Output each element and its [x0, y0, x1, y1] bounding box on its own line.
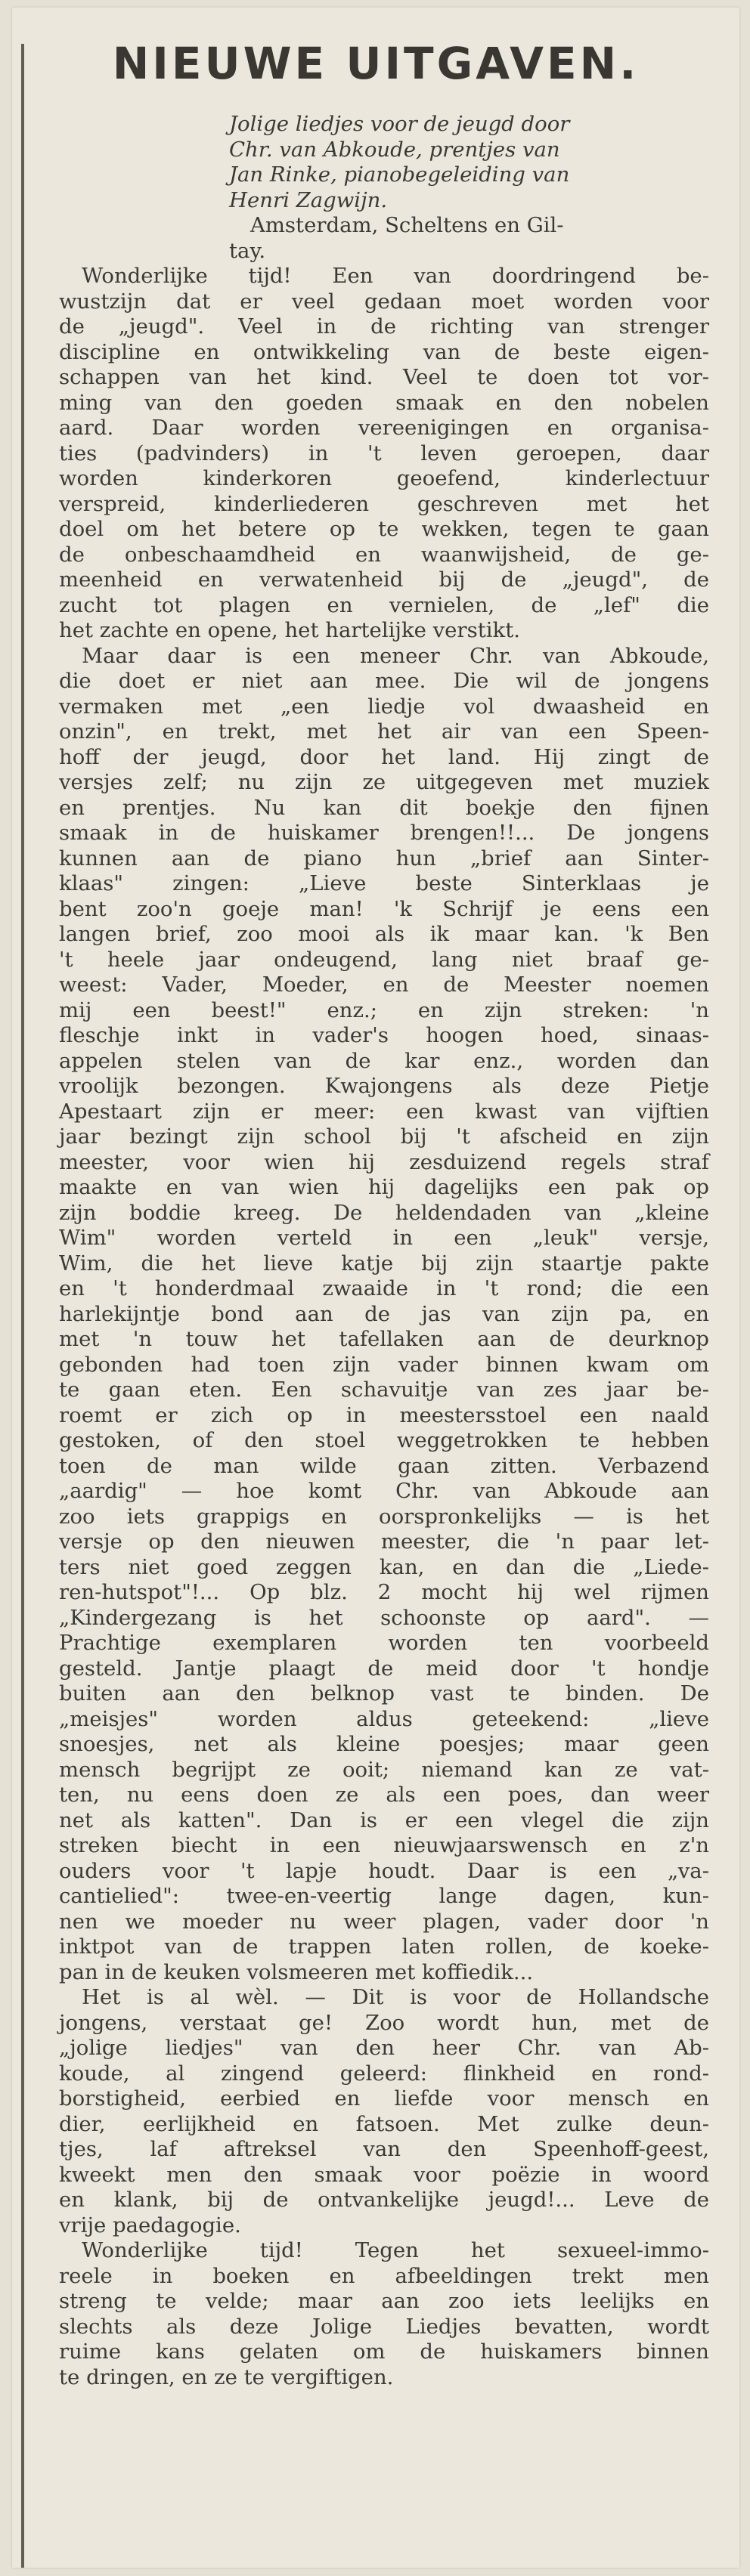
- text-line: hoff der jeugd, door het land. Hij zingt de: [59, 744, 709, 769]
- text-line: Wonderlijke tijd! Een van doordringend be-: [82, 264, 709, 288]
- text-line: aard. Daar worden vereenigingen en organisa-: [59, 416, 709, 440]
- text-line: „meisjes" worden aldus geteekend: „lieve: [59, 1706, 709, 1731]
- text-line: inktpot van de trappen laten rollen, de koeke-: [59, 1934, 709, 1959]
- text-line: mij een beest!" enz.; en zijn streken: 'n: [59, 997, 709, 1022]
- text-line: met 'n touw het tafellaken aan de deurknop: [59, 1327, 709, 1351]
- text-line: snoesjes, net als kleine poesjes; maar geen: [59, 1732, 709, 1756]
- text-line: toen de man wilde gaan zitten. Verbazend: [59, 1453, 709, 1478]
- text-line: „aardig" — hoe komt Chr. van Abkoude aan: [59, 1479, 709, 1503]
- book-reference-line: Jan Rinke, pianobegeleiding van: [229, 162, 570, 187]
- text-line: jongens, verstaat ge! Zoo wordt hun, met de: [59, 2010, 709, 2035]
- text-line: koude, al zingend geleerd: flinkheid en rond-: [59, 2061, 709, 2086]
- text-line: streken biecht in een nieuwjaarswensch en z'n: [59, 1833, 709, 1857]
- text-line: gestoken, of den stoel weggetrokken te hebben: [59, 1428, 709, 1452]
- text-line: „Kindergezang is het schoonste op aard". —: [59, 1605, 709, 1630]
- text-line: klaas" zingen: „Lieve beste Sinterklaas je: [59, 871, 709, 895]
- book-reference-line: Chr. van Abkoude, prentjes van: [229, 137, 560, 162]
- text-line: slechts als deze Jolige Liedjes bevatten, wordt: [59, 2314, 709, 2339]
- article-paragraphs: [59, 264, 709, 2390]
- text-line: jaar bezingt zijn school bij 't afscheid en zijn: [59, 1124, 709, 1149]
- text-line: weest: Vader, Moeder, en de Meester noemen: [59, 973, 709, 997]
- text-line: net als katten". Dan is er een vlegel die zijn: [59, 1808, 709, 1832]
- text-line: meenheid en verwatenheid bij de „jeugd", de: [59, 567, 709, 592]
- text-line: ten, nu eens doen ze als een poes, dan weer: [59, 1783, 709, 1807]
- text-line: zijn boddie kreeg. De heldendaden van „kleine: [59, 1200, 709, 1225]
- text-line: verspreid, kinderliederen geschreven met het: [59, 491, 709, 516]
- text-line: die doet er niet aan mee. Die wil de jongens: [59, 669, 709, 693]
- text-line: langen brief, zoo mooi als ik maar kan. 'k Ben: [59, 922, 709, 946]
- text-line: mensch begrijpt ze ooit; niemand kan ze vat-: [59, 1757, 709, 1782]
- text-line: buiten aan den belknop vast te binden. De: [59, 1681, 709, 1705]
- text-line: fleschje inkt in vader's hoogen hoed, sinaas-: [59, 1023, 709, 1047]
- text-line: zoo iets grappigs en oorspronkelijks — is het: [59, 1504, 709, 1529]
- text-line: nen we moeder nu weer plagen, vader door 'n: [59, 1909, 709, 1934]
- text-line: het zachte en opene, het hartelijke verstikt.: [59, 618, 520, 642]
- text-line: en prentjes. Nu kan dit boekje den fijnen: [59, 795, 709, 820]
- article-paragraph: [59, 2238, 709, 2390]
- text-line: kweekt men den smaak voor poëzie in woord: [59, 2162, 709, 2187]
- text-line: vroolijk bezongen. Kwajongens als deze Pietje: [59, 1074, 709, 1098]
- text-line: „jolige liedjes" van den heer Chr. van Ab-: [59, 2036, 709, 2060]
- text-line: onzin", en trekt, met het air van een Speen-: [59, 719, 709, 744]
- text-line: meester, voor wien hij zesduizend regels straf: [59, 1149, 709, 1174]
- text-line: streng te velde; maar aan zoo iets leelijks en: [59, 2289, 709, 2313]
- text-line: vrije paedagogie.: [59, 2213, 241, 2237]
- text-line: discipline en ontwikkeling van de beste eigen-: [59, 339, 709, 364]
- article-body: [59, 112, 709, 2390]
- text-line: harlekijntje bond aan de jas van zijn pa, en: [59, 1301, 709, 1326]
- text-line: ren-hutspot"!... Op blz. 2 mocht hij wel rijmen: [59, 1580, 709, 1604]
- text-line: versjes zelf; nu zijn ze uitgegeven met muziek: [59, 770, 709, 794]
- text-line: de onbeschaamdheid en waanwijsheid, de ge-: [59, 542, 709, 567]
- text-line: te dringen, en ze te vergiftigen.: [59, 2364, 394, 2389]
- text-line: Maar daar is een meneer Chr. van Abkoude,: [82, 643, 709, 668]
- text-line: Het is al wèl. — Dit is voor de Hollandsche: [82, 1985, 709, 2009]
- book-reference-line: Henri Zagwijn.: [229, 187, 388, 212]
- text-line: 't heele jaar ondeugend, lang niet braaf ge-: [59, 947, 709, 972]
- text-line: te gaan eten. Een schavuitje van zes jaar be-: [59, 1378, 709, 1402]
- text-line: ties (padvinders) in 't leven geroepen, daar: [59, 441, 709, 465]
- text-line: ouders voor 't lapje houdt. Daar is een „va-: [59, 1858, 709, 1883]
- text-line: Wim" worden verteld in een „leuk" versje,: [59, 1226, 709, 1250]
- text-line: kunnen aan de piano hun „brief aan Sinter-: [59, 846, 709, 871]
- text-line: Apestaart zijn er meer: een kwast van vijftien: [59, 1099, 709, 1124]
- text-line: Wonderlijke tijd! Tegen het sexueel-immo-: [82, 2238, 709, 2262]
- text-line: worden kinderkoren geoefend, kinderlectuur: [59, 466, 709, 490]
- book-reference-line: Amsterdam, Scheltens en Gil-: [250, 213, 564, 237]
- text-line: doel om het betere op te wekken, tegen te gaan: [59, 517, 709, 541]
- text-line: Wim, die het lieve katje bij zijn staartje pakte: [59, 1251, 709, 1276]
- text-line: versje op den nieuwen meester, die 'n paar let-: [59, 1529, 709, 1554]
- text-line: en 't honderdmaal zwaaide in 't rond; die een: [59, 1276, 709, 1300]
- text-line: appelen stelen van de kar enz., worden dan: [59, 1048, 709, 1073]
- article-paragraph: [59, 264, 709, 644]
- text-line: reele in boeken en afbeeldingen trekt men: [59, 2263, 709, 2288]
- text-line: smaak in de huiskamer brengen!!... De jongens: [59, 821, 709, 845]
- article-paragraph: [59, 644, 709, 1986]
- text-line: zucht tot plagen en vernielen, de „lef" die: [59, 592, 709, 617]
- article-paragraph: [59, 1985, 709, 2238]
- text-line: cantielied": twee-en-veertig lange dagen, kun-: [59, 1884, 709, 1908]
- text-line: ters niet goed zeggen kan, en dan die „Liede-: [59, 1554, 709, 1579]
- text-line: borstigheid, eerbied en liefde voor mensch en: [59, 2086, 709, 2111]
- section-heading: NIEUWE UITGAVEN.: [112, 38, 640, 89]
- book-reference-line: tay.: [229, 238, 266, 263]
- book-reference-line: Jolige liedjes voor de jeugd door: [229, 112, 570, 136]
- text-line: wustzijn dat er veel gedaan moet worden voor: [59, 289, 709, 314]
- text-line: gesteld. Jantje plaagt de meid door 't hondje: [59, 1656, 709, 1681]
- text-line: maakte en van wien hij dagelijks een pak op: [59, 1175, 709, 1199]
- text-line: de „jeugd". Veel in de richting van strenger: [59, 314, 709, 339]
- text-line: Prachtige exemplaren worden ten voorbeeld: [59, 1631, 709, 1655]
- text-line: en klank, bij de ontvankelijke jeugd!... Leve de: [59, 2188, 709, 2212]
- text-line: ming van den goeden smaak en den nobelen: [59, 390, 709, 415]
- newspaper-clipping: [12, 8, 739, 2568]
- text-line: bent zoo'n goeje man! 'k Schrijf je eens een: [59, 896, 709, 921]
- column-rule: [21, 44, 24, 2568]
- text-line: ruime kans gelaten om de huiskamers binnen: [59, 2339, 709, 2364]
- text-line: dier, eerlijkheid en fatsoen. Met zulke deun-: [59, 2111, 709, 2136]
- text-line: tjes, laf aftreksel van den Speenhoff-geest,: [59, 2137, 709, 2161]
- text-line: schappen van het kind. Veel te doen tot vor-: [59, 365, 709, 389]
- text-line: pan in de keuken volsmeeren met koffiedik...: [59, 1959, 534, 1984]
- text-line: gebonden had toen zijn vader binnen kwam om: [59, 1352, 709, 1377]
- text-line: roemt er zich op in meestersstoel een naald: [59, 1402, 709, 1427]
- text-line: vermaken met „een liedje vol dwaasheid en: [59, 694, 709, 719]
- book-reference: [229, 112, 709, 264]
